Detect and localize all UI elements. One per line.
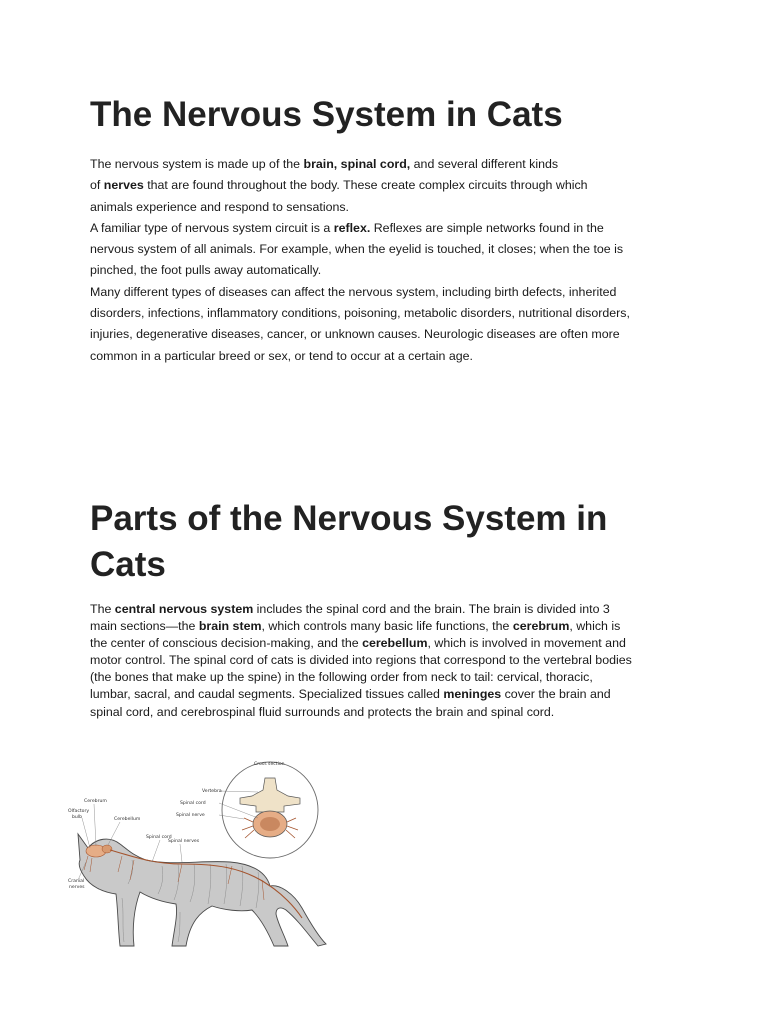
bold-term: brain stem	[198, 619, 262, 634]
paragraph-line: nervous system of all animals. For example, when the eyelid is touched, it closes; when the toe is	[90, 242, 624, 257]
intro-paragraph	[90, 154, 690, 367]
label-cerebellum: Cerebellum	[114, 817, 141, 822]
paragraph-line: animals experience and respond to sensations.	[90, 199, 349, 214]
label-cerebrum: Cerebrum	[84, 799, 107, 804]
paragraph-line: of nerves that are found throughout the body. These create complex circuits through which	[90, 178, 588, 193]
label-spinal-cord-inset: Spinal cord	[180, 801, 206, 806]
label-olfactory-bulb-2: bulb	[72, 815, 83, 820]
paragraph-line: injuries, degenerative diseases, cancer, or unknown causes. Neurologic diseases are often more	[90, 327, 620, 342]
label-spinal-nerve-inset: Spinal nerve	[176, 813, 205, 818]
cat-nervous-system-illustration	[62, 752, 330, 950]
label-cranial-nerves-1: Cranial	[68, 879, 85, 884]
paragraph-line: disorders, infections, inflammatory conditions, poisoning, metabolic disorders, nutritional disorders,	[90, 306, 630, 321]
paragraph-line: lumbar, sacral, and caudal segments. Specialized tissues called meninges cover the brain and	[90, 687, 611, 702]
paragraph-line: A familiar type of nervous system circuit is a reflex. Reflexes are simple networks found in the	[90, 220, 604, 235]
paragraph-line: common in a particular breed or sex, or tend to occur at a certain age.	[90, 348, 473, 363]
bold-term: nerves	[103, 178, 144, 193]
paragraph-line: motor control. The spinal cord of cats is divided into regions that correspond to the vertebral bodies	[90, 653, 632, 668]
section-title-line-1: Parts of the Nervous System in	[90, 499, 608, 538]
central-nervous-system-paragraph	[90, 601, 690, 721]
paragraph-line: The nervous system is made up of the brain, spinal cord, and several different kinds	[90, 157, 559, 171]
label-cranial-nerves-2: nerves	[69, 885, 85, 890]
paragraph-line: the center of conscious decision-making, and the cerebellum, which is involved in movement and	[90, 636, 626, 651]
label-spinal-nerves: Spinal nerves	[168, 839, 200, 844]
bold-term: central nervous system	[114, 602, 254, 616]
bold-term: meninges	[443, 687, 502, 702]
label-olfactory-bulb-1: Olfactory	[68, 809, 90, 814]
paragraph-line: main sections—the brain stem, which controls many basic life functions, the cerebrum, which is	[90, 619, 621, 634]
paragraph-line: spinal cord, and cerebrospinal fluid surrounds and protects the brain and spinal cord.	[90, 704, 555, 719]
section-title-parts	[90, 496, 690, 588]
section-title-nervous-system: The Nervous System in Cats	[90, 95, 563, 134]
section-title-line-2: Cats	[90, 545, 166, 584]
bold-term: cerebellum	[362, 636, 428, 651]
bold-term: cerebrum	[512, 619, 570, 634]
paragraph-line: pinched, the foot pulls away automatically.	[90, 263, 322, 278]
bold-term: reflex.	[333, 220, 371, 235]
paragraph-line: Many different types of diseases can affect the nervous system, including birth defects, inherited	[90, 284, 617, 299]
paragraph-line: (the bones that make up the spine) in the following order from neck to tail: cervical, thoracic,	[90, 670, 593, 685]
cat-anatomy-diagram	[62, 752, 330, 950]
label-vertebra: Vertebra	[202, 789, 222, 794]
label-spinal-cord: Spinal cord	[146, 835, 172, 840]
label-cross-section: Cross section	[254, 762, 285, 767]
paragraph-line: The central nervous system includes the spinal cord and the brain. The brain is divided into 3	[90, 602, 610, 616]
bold-term: brain, spinal cord,	[303, 157, 411, 171]
